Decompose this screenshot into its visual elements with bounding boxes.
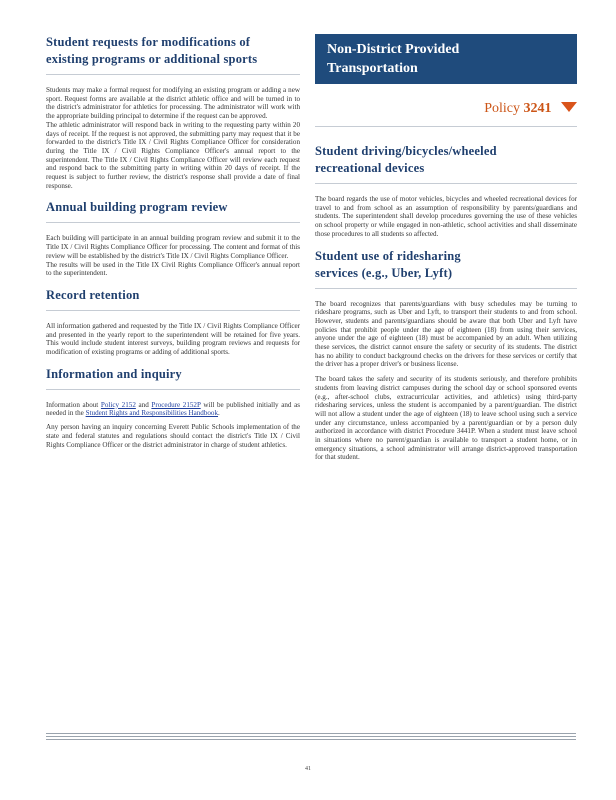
- policy-label: Policy: [484, 101, 520, 116]
- footer-line: [46, 733, 576, 734]
- divider: [315, 183, 577, 184]
- policy-reference: [315, 100, 577, 118]
- text: Information about: [46, 400, 99, 409]
- paragraph: The board recognizes that parents/guardians with busy schedules may be turning to rideshare programs, such as Uber and Lyft, to transport their students to and from school. However, students and parents/guardians should be aware that both Uber and Lyft have policies that prohibit people under the age of eighteen (18) from using their services, anyone under the age of eighteen (18) must be accompanied by an adult. When utilizing these services, the district cannot ensure the safety or security of its students. The district has no ability to conduct background checks on the drivers for these services or certify that the driver has a proper driver's or business license.: [315, 299, 577, 369]
- paragraph: All information gathered and requested by the Title IX / Civil Rights Compliance Officer and presented in the yearly report to the superintendent will be retained for five years. This would include student interest surveys, building program reviews and requests for modification of existing programs or adding of additional sports.: [46, 321, 300, 357]
- divider: [46, 74, 300, 75]
- paragraph: The board regards the use of motor vehicles, bicycles and wheeled recreational devices for travel to and from school as an assumption of responsibility by parents/guardians and students. The superintendent shall develop procedures governing the use of these vehicles on school property or while engaged in non-athletic, school activities and shall disseminate those procedures to all students so affected.: [315, 195, 577, 238]
- divider: [315, 288, 577, 289]
- policy-2152-link[interactable]: Policy 2152: [100, 400, 136, 409]
- page-number: 41: [305, 766, 311, 772]
- divider: [46, 310, 300, 311]
- triangle-down-icon: [561, 102, 577, 112]
- paragraph: Each building will participate in an annual building program review and submit it to the Title IX / Civil Rights Compliance Officer for processing. The content and format of this review will be established by the district's Title IX / Civil Rights Compliance Officer.: [46, 234, 300, 260]
- policy-number: 3241: [523, 101, 552, 116]
- footer-line: [46, 739, 576, 740]
- footer-rule: [46, 733, 576, 742]
- procedure-2152p-link[interactable]: Procedure 2152P: [151, 400, 201, 409]
- section-heading-annual-review: Annual building program review: [46, 200, 228, 215]
- footer-line: [46, 736, 576, 737]
- right-column: [315, 34, 577, 462]
- paragraph: The board takes the safety and security of its students seriously, and therefore prohibits students from leaving district campuses during the school day or school sponsored events (e.g., after-school clubs, extracurricular activities, and athletics) using third-party ridesharing services, unless the student is accompanied by a parent/guardian. The district will not allow a student under the age of eighteen (18) to leave school using such a service under any circumstance, unless accompanied by a parent/guardian or by a person duly authorized in accordance with district Procedure 3441P. When a student must leave school in situations where no parent/guardian is available to transport a student home, or in emergency situations, a school administrator will arrange district-approved transportation for that student.: [315, 375, 577, 462]
- divider: [46, 222, 300, 223]
- left-column: [46, 34, 300, 449]
- spacer: [46, 190, 300, 199]
- paragraph: Students may make a formal request for modifying an existing program or adding a new sport. Request forms are available at the district athletic office and will be turned in to the district's administrator for athletics for processing. The administrator will work with the appropriate building principal to determine if the request can be approved.: [46, 86, 300, 121]
- banner-title-line: Non-District Provided: [327, 42, 460, 57]
- text: .: [218, 409, 220, 418]
- spacer: [46, 278, 300, 287]
- heading-line: recreational devices: [315, 161, 425, 175]
- text: and: [138, 400, 149, 409]
- spacer: [46, 357, 300, 366]
- section-heading-student-driving: [315, 143, 577, 177]
- heading-line: Student use of ridesharing: [315, 248, 461, 263]
- section-heading-record-retention: Record retention: [46, 287, 140, 302]
- paragraph-with-links: [46, 401, 300, 418]
- paragraph: Any person having an inquiry concerning Everett Public Schools implementation of the state and federal statutes and regulations should contact the district's Title IX / Civil Rights Compliance Officer or the district administrator in charge of student athletics.: [46, 423, 300, 449]
- section-heading-ridesharing: [315, 248, 577, 282]
- spacer: [315, 239, 577, 248]
- handbook-link[interactable]: Student Rights and Responsibilities Handbook: [85, 409, 219, 418]
- divider: [46, 389, 300, 390]
- heading-line: Student requests for modifications of: [46, 35, 251, 49]
- heading-line: Student driving/bicycles/wheeled: [315, 144, 497, 158]
- heading-line: services (e.g., Uber, Lyft): [315, 265, 453, 280]
- section-heading-modifications: [46, 34, 300, 68]
- title-banner: [315, 34, 577, 84]
- paragraph: The athletic administrator will respond back in writing to the requesting party within 20 days of receipt. If the request is not approved, the submitting party may request that it be forwarded to the district's Title IX / Civil Rights Compliance Officer for consideration during the Title IX / Civil Rights Compliance Officer's annual report to the superintendent. The Title IX / Civil Rights Compliance Officer will review each request and respond back to the submitting party in writing within 20 days of receipt. If the request is subject to further review, the district's response shall provide a date of final response.: [46, 120, 300, 190]
- divider: [315, 126, 577, 127]
- section-heading-information-inquiry: Information and inquiry: [46, 366, 182, 381]
- banner-title-line: Transportation: [327, 61, 418, 76]
- text: will be published initially and as needed in the: [46, 400, 301, 418]
- paragraph: The results will be used in the Title IX Civil Rights Compliance Officer's annual report to the superintendent.: [46, 260, 300, 278]
- heading-line: existing programs or additional sports: [46, 52, 258, 66]
